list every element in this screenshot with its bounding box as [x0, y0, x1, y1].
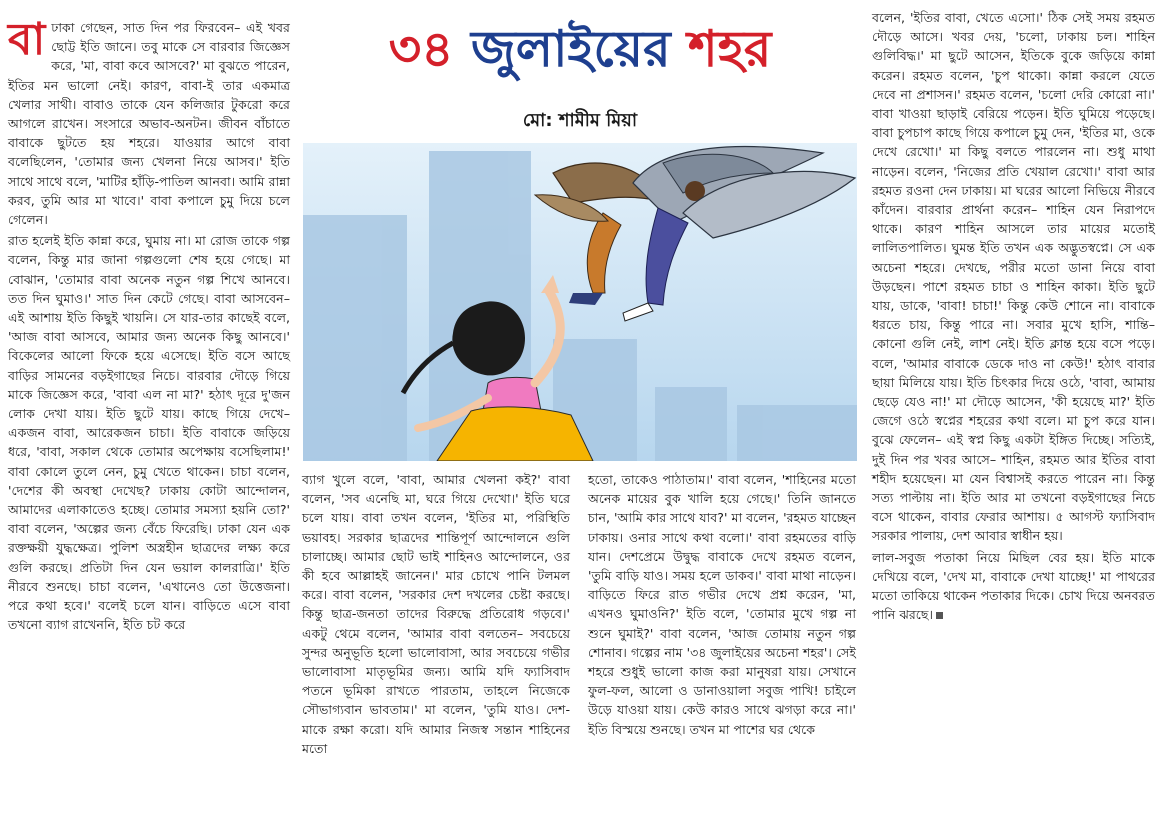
- article-column-3: [588, 470, 856, 741]
- headline-part-month: জুলাইয়ের: [471, 19, 688, 78]
- article-column-2: [302, 470, 570, 760]
- byline: মো: শামীম মিয়া: [522, 110, 638, 131]
- paragraph: ঢাকা গেছেন, সাত দিন পর ফিরবেন– এই খবর ছোট্ট ইতি জানে। তবু মাকে সে বারবার জিজ্ঞেস করে, 'মা, বাবা কবে আসবে?' মা বুঝতে পারেন, ইতির মন ভালো নেই। কারণ, বাবা-ই তার একমাত্র খেলার সাথী। বাবাও তাকে যেন কলিজার টুকরো করে আগলে রাখেন। সংসারে অভাব-অনটন। জীবন বাঁচাতে বাবাকে ছুটতে হয় শহরে। যাওয়ার আগে বাবা বলেছিলেন, 'তোমার জন্য খেলনা নিয়ে আসব।' ইতি সাথে সাথে বলে, 'মাটির হাঁড়ি-পাতিল আনবা। আমি রান্না করব, তুমি আর মা খাবে।' বাবা কপালে চুমু দিয়ে চলে গেলেন।: [8, 20, 290, 228]
- paragraph-text: লাল-সবুজ পতাকা নিয়ে মিছিল বের হয়। ইতি মাকে দেখিয়ে বলে, 'দেখ মা, বাবাকে দেখা যাচ্ছে!' মা পাথরের মতো তাকিয়ে থাকেন পতাকার দিকে। চোখ দিয়ে অনবরত পানি ঝরছে।: [872, 549, 1155, 623]
- headline: [300, 18, 860, 80]
- headline-part-city: শহর: [687, 19, 772, 78]
- article-column-4: [872, 8, 1155, 627]
- article-column-1: [8, 14, 290, 637]
- end-mark-icon: [936, 612, 943, 619]
- story-illustration: [303, 143, 857, 461]
- paragraph: বলেন, 'ইতির বাবা, খেতে এসো।' ঠিক সেই সময় রহমত দৌড়ে আসে। খবর দেয়, 'চলো, ঢাকায় চল। শাহিন গুলিবিদ্ধ।' মা ছুটে আসেন, ইতিকে বুকে জড়িয়ে কান্না করেন। রহমত বলেন, 'চুপ থাকো। কান্না করলে যেতে দেবে না প্রশাসন।' রহমত বলেন, 'চলো দেরি কোরো না।' বাবা খাওয়া ছাড়াই বেরিয়ে পড়েন। ইতি ঘুমিয়ে পড়েছে। বাবা চুপচাপ কাছে গিয়ে কপালে চুমু দেন, 'ইতির মা, ওকে দেখে রেখো।' মা কিছু বলতে পারলেন না। শুধু মাথা নাড়েন। বলেন, 'নিজের প্রতি খেয়াল রেখো।' বাবা আর রহমত রওনা দেন ঢাকায়। মা ঘরের আলো নিভিয়ে নীরবে কাঁদেন। বারবার প্রার্থনা করেন– শাহিন যেন নিরাপদে থাকে। কারণ শাহিন আসলে তার মায়ের মতোই লালিতপালিত। ঘুমন্ত ইতি তখন এক অদ্ভুতস্বপ্নে। সে এক অচেনা শহরে। দেখছে, পরীর মতো ডানা নিয়ে বাবা উড়ছেন। পাশে রহমত চাচা ও শাহিন কাকা। ইতি ছুটে যায়, ডাকে, 'বাবা! চাচা!' কিন্তু কেউ শোনে না। বাবাকে ধরতে চায়, কিন্তু পারে না। সবার মুখে হাসি, শান্তি– কোনো গুলি নেই, লাশ নেই। ইতি ক্লান্ত হয়ে বসে পড়ে। বলে, 'আমার বাবাকে ডেকে দাও না কেউ!' হঠাৎ বাবার ছায়া মিলিয়ে যায়। ইতি চিৎকার দিয়ে ওঠে, 'বাবা, আমায় ছেড়ে যেও না!' মা দৌড়ে আসেন, 'কী হয়েছে মা?' ইতি জেগে ওঠে স্বপ্নের শহরের কথা বলে। মা চুপ করে যান। বুঝে ফেলেন– এই স্বপ্ন কিছু একটা ইঙ্গিত দিচ্ছে। সত্যিই, দুই দিন পর খবর আসে– শাহিন, রহমত আর ইতির বাবা শহীদ হয়েছেন। মা যেন বিশ্বাসই করতে পারেন না। কিন্তু সত্য পাল্টায় না। ইতি আর মা তখনো বড়ইগাছের নিচে বসে থাকেন, বাবার ফেরার আশায়। ৫ আগস্ট ফ্যাসিবাদ সরকার পালায়, দেশ আবার স্বাধীন হয়।: [872, 10, 1155, 544]
- paragraph: [872, 548, 1155, 625]
- dropcap: বা: [8, 14, 46, 65]
- paragraph: রাত হলেই ইতি কান্না করে, ঘুমায় না। মা রোজ তাকে গল্প বলেন, কিন্তু মার জানা গল্পগুলো শেষ হয়ে গেছে। মা বোঝান, 'তোমার বাবা অনেক নতুন গল্প শিখে আনবে। তত দিন ঘুমাও।' সাত দিন কেটে গেছে। বাবা আসবেন– এই আশায় ইতি কিছুই খায়নি। সে যার-তার কাছেই বলে, 'আজ বাবা আসবে, আমার জন্য অনেক কিছু আনবে।' বিকেলের আলো ফিকে হয়ে এসেছে। ইতি বসে আছে বাড়ির সামনের বড়ইগাছের নিচে। বারবার দৌড়ে গিয়ে মাকে জিজ্ঞেস করে, 'বাবা এল না মা?' হঠাৎ দূরে দু'জন লোক দেখা যায়। ইতি ছুটে যায়। কাছে গিয়ে দেখে– একজন বাবা, আরেকজন চাচা। ইতি বাবাকে জড়িয়ে ধরে, 'বাবা, সকাল থেকে তোমার অপেক্ষায় বসেছিলাম!' বাবা কোলে তুলে নেন, চুমু খেতে থাকেন। চাচা বলেন, 'দেশের কী অবস্থা দেখেছ? ঢাকায় কোটা আন্দোলন, আমাদের এলাকাতেও হচ্ছে। তোমার সমস্যা হয়নি তো?' বাবা বলেন, 'অল্পের জন্য বেঁচে ফিরেছি। ঢাকা যেন এক রক্তক্ষয়ী যুদ্ধক্ষেত্র। পুলিশ অস্ত্রহীন ছাত্রদের লক্ষ্য করে গুলি করছে। প্রতিটা দিন যেন ভয়াল কালরাত্রি।' ইতি নীরবে শুনছে। চাচা বলেন, 'এখানেও তো উত্তেজনা। পরে কথা হবে।' বলেই চলে যান। বাড়িতে এসে বাবা তখনো ব্যাগ রাখেননি, ইতি চট করে: [8, 233, 290, 633]
- paragraph: ব্যাগ খুলে বলে, 'বাবা, আমার খেলনা কই?' বাবা বলেন, 'সব এনেছি মা, ঘরে গিয়ে দেখো।' ইতি ঘরে চলে যায়। বাবা তখন বলেন, 'ইতির মা, পরিস্থিতি ভয়াবহ। সরকার ছাত্রদের শান্তিপূর্ণ আন্দোলনে গুলি চালাচ্ছে। আমার ছোট ভাই শাহিনও আন্দোলনে, ওর কী হবে আল্লাহই জানেন।' মার চোখে পানি টলমল করে। বাবা বলেন, 'সরকার দেশ দখলের চেষ্টা করছে। কিন্তু ছাত্র-জনতা তাদের বিরুদ্ধে প্রতিরোধ গড়বে।' একটু থেমে বলেন, 'আমার বাবা বলতেন– সবচেয়ে সুন্দর অনুভূতি হলো ভালোবাসা, আর সবচেয়ে গভীর ভালোবাসা মাতৃভূমির জন্য। আমি যদি ফ্যাসিবাদ পতনে ভূমিকা রাখতে পারতাম, তাহলে নিজেকে সৌভাগ্যবান ভাবতাম।' মা বলেন, 'তুমি যাও। দেশ-মাকে রক্ষা করো। যদি আমার নিজস্ব সন্তান শাহিনের মতো: [302, 472, 570, 756]
- paragraph: হতো, তাকেও পাঠাতাম।' বাবা বলেন, 'শাহিনের মতো অনেক মায়ের বুক খালি হয়ে গেছে।' তিনি জানতে চান, 'আমি কার সাথে যাব?' মা বলেন, 'রহমত যাচ্ছেন ঢাকায়। ওনার সাথে কথা বলো।' বাবা রহমতের বাড়ি যান। দেশপ্রেমে উদ্বুদ্ধ বাবাকে দেখে রহমত বলেন, 'তুমি বাড়ি যাও। সময় হলে ডাকব।' বাবা মাথা নাড়েন। বাড়িতে ফিরে রাত গভীর দেখে প্রশ্ন করেন, 'মা, এখনও ঘুমাওনি?' ইতি বলে, 'তোমার মুখে গল্প না শুনে ঘুমাই?' বাবা বলেন, 'আজ তোমায় নতুন গল্প শোনাব। গল্পের নাম '৩৪ জুলাইয়ের অচেনা শহর'। সেই শহরে শুধুই ভালো কাজ করা মানুষরা যায়। সেখানে ফুল-ফল, আলো ও ডানাওয়ালা সবুজ পাখি! চাইলে উড়ে যাওয়া যায়। কেউ কারও সাথে ঝগড়া করে না।' ইতি বিস্ময়ে শুনছে। তখন মা পাশের ঘর থেকে: [588, 472, 856, 737]
- headline-part-number: ৩৪: [388, 19, 472, 78]
